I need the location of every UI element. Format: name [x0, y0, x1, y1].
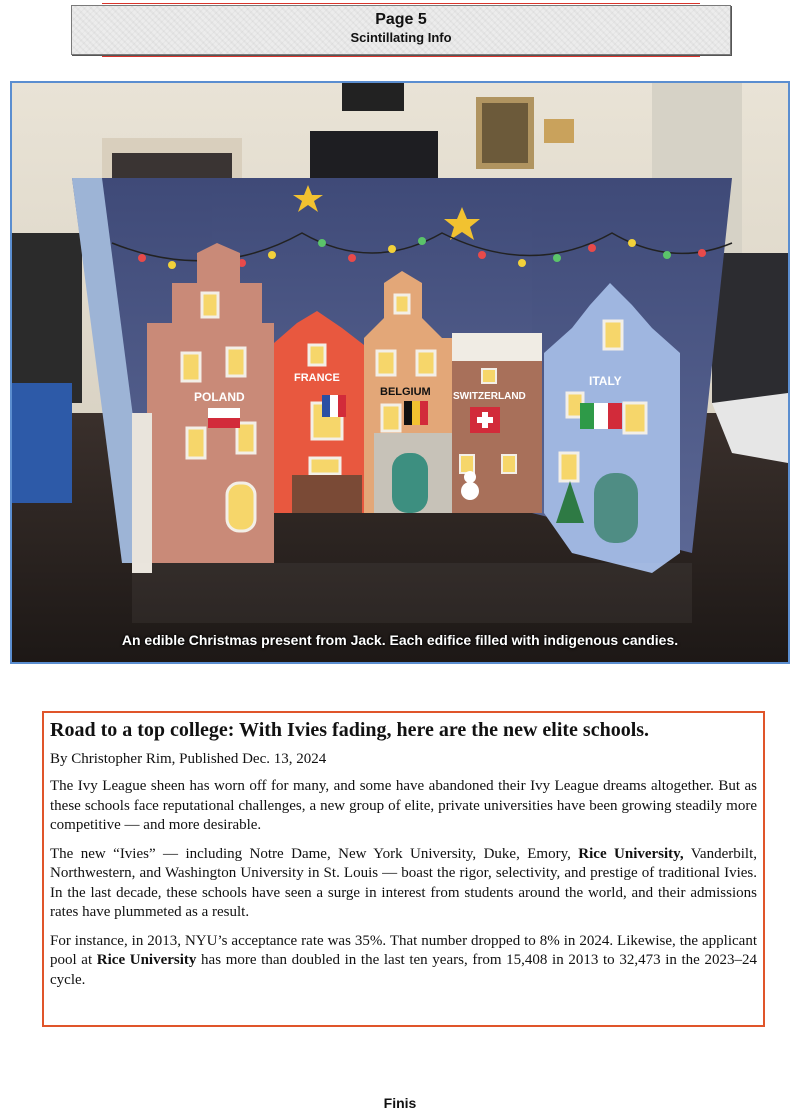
page-header — [71, 5, 731, 55]
article-box — [42, 711, 765, 1027]
page-number: Page 5 — [375, 11, 427, 28]
bold-rice-university-2: Rice University — [96, 952, 197, 968]
bold-rice-university: Rice University, — [578, 845, 684, 862]
label-france: FRANCE — [294, 372, 340, 384]
label-italy: ITALY — [589, 374, 622, 388]
article-paragraph-2: The new “Ivies” — including Notre Dame, New York University, Duke, Emory, Rice University, Vanderbilt, Northwestern, and Washington University in St. Louis — boast the rigor, selectivity, and prestige of traditional Ivies. In the last decade, these schools have seen a surge in interest from students around the world, and their admissions rates have plummeted as a result. — [50, 845, 757, 920]
footer-finis: Finis — [383, 1095, 417, 1111]
article-byline: By Christopher Rim, Published Dec. 13, 2024 — [50, 751, 327, 767]
article-headline: Road to a top college: With Ivies fading, here are the new elite schools. — [50, 719, 650, 741]
label-switzerland: SWITZERLAND — [453, 391, 526, 402]
label-belgium: BELGIUM — [380, 386, 431, 398]
photo-christmas-houses — [10, 81, 790, 664]
article-paragraph-1: The Ivy League sheen has worn off for many, and some have abandoned their Ivy League dreams altogether. But as these schools face reputational challenges, a new group of elite, private universities have been growing steadily more competitive — and more desirable. — [50, 778, 757, 833]
page-subtitle: Scintillating Info — [350, 30, 452, 45]
photo-illustration — [12, 83, 788, 662]
article-paragraph-3: For instance, in 2013, NYU’s acceptance rate was 35%. That number dropped to 8% in 2024. Likewise, the applicant pool at Rice University has more than doubled in the last ten years, from 15,408 in 2013 to 32,473 in the 2023–24 cycle. — [50, 932, 757, 988]
label-poland: POLAND — [194, 390, 245, 404]
photo-caption: An edible Christmas present from Jack. Each edifice filled with indigenous candies. — [121, 632, 679, 648]
